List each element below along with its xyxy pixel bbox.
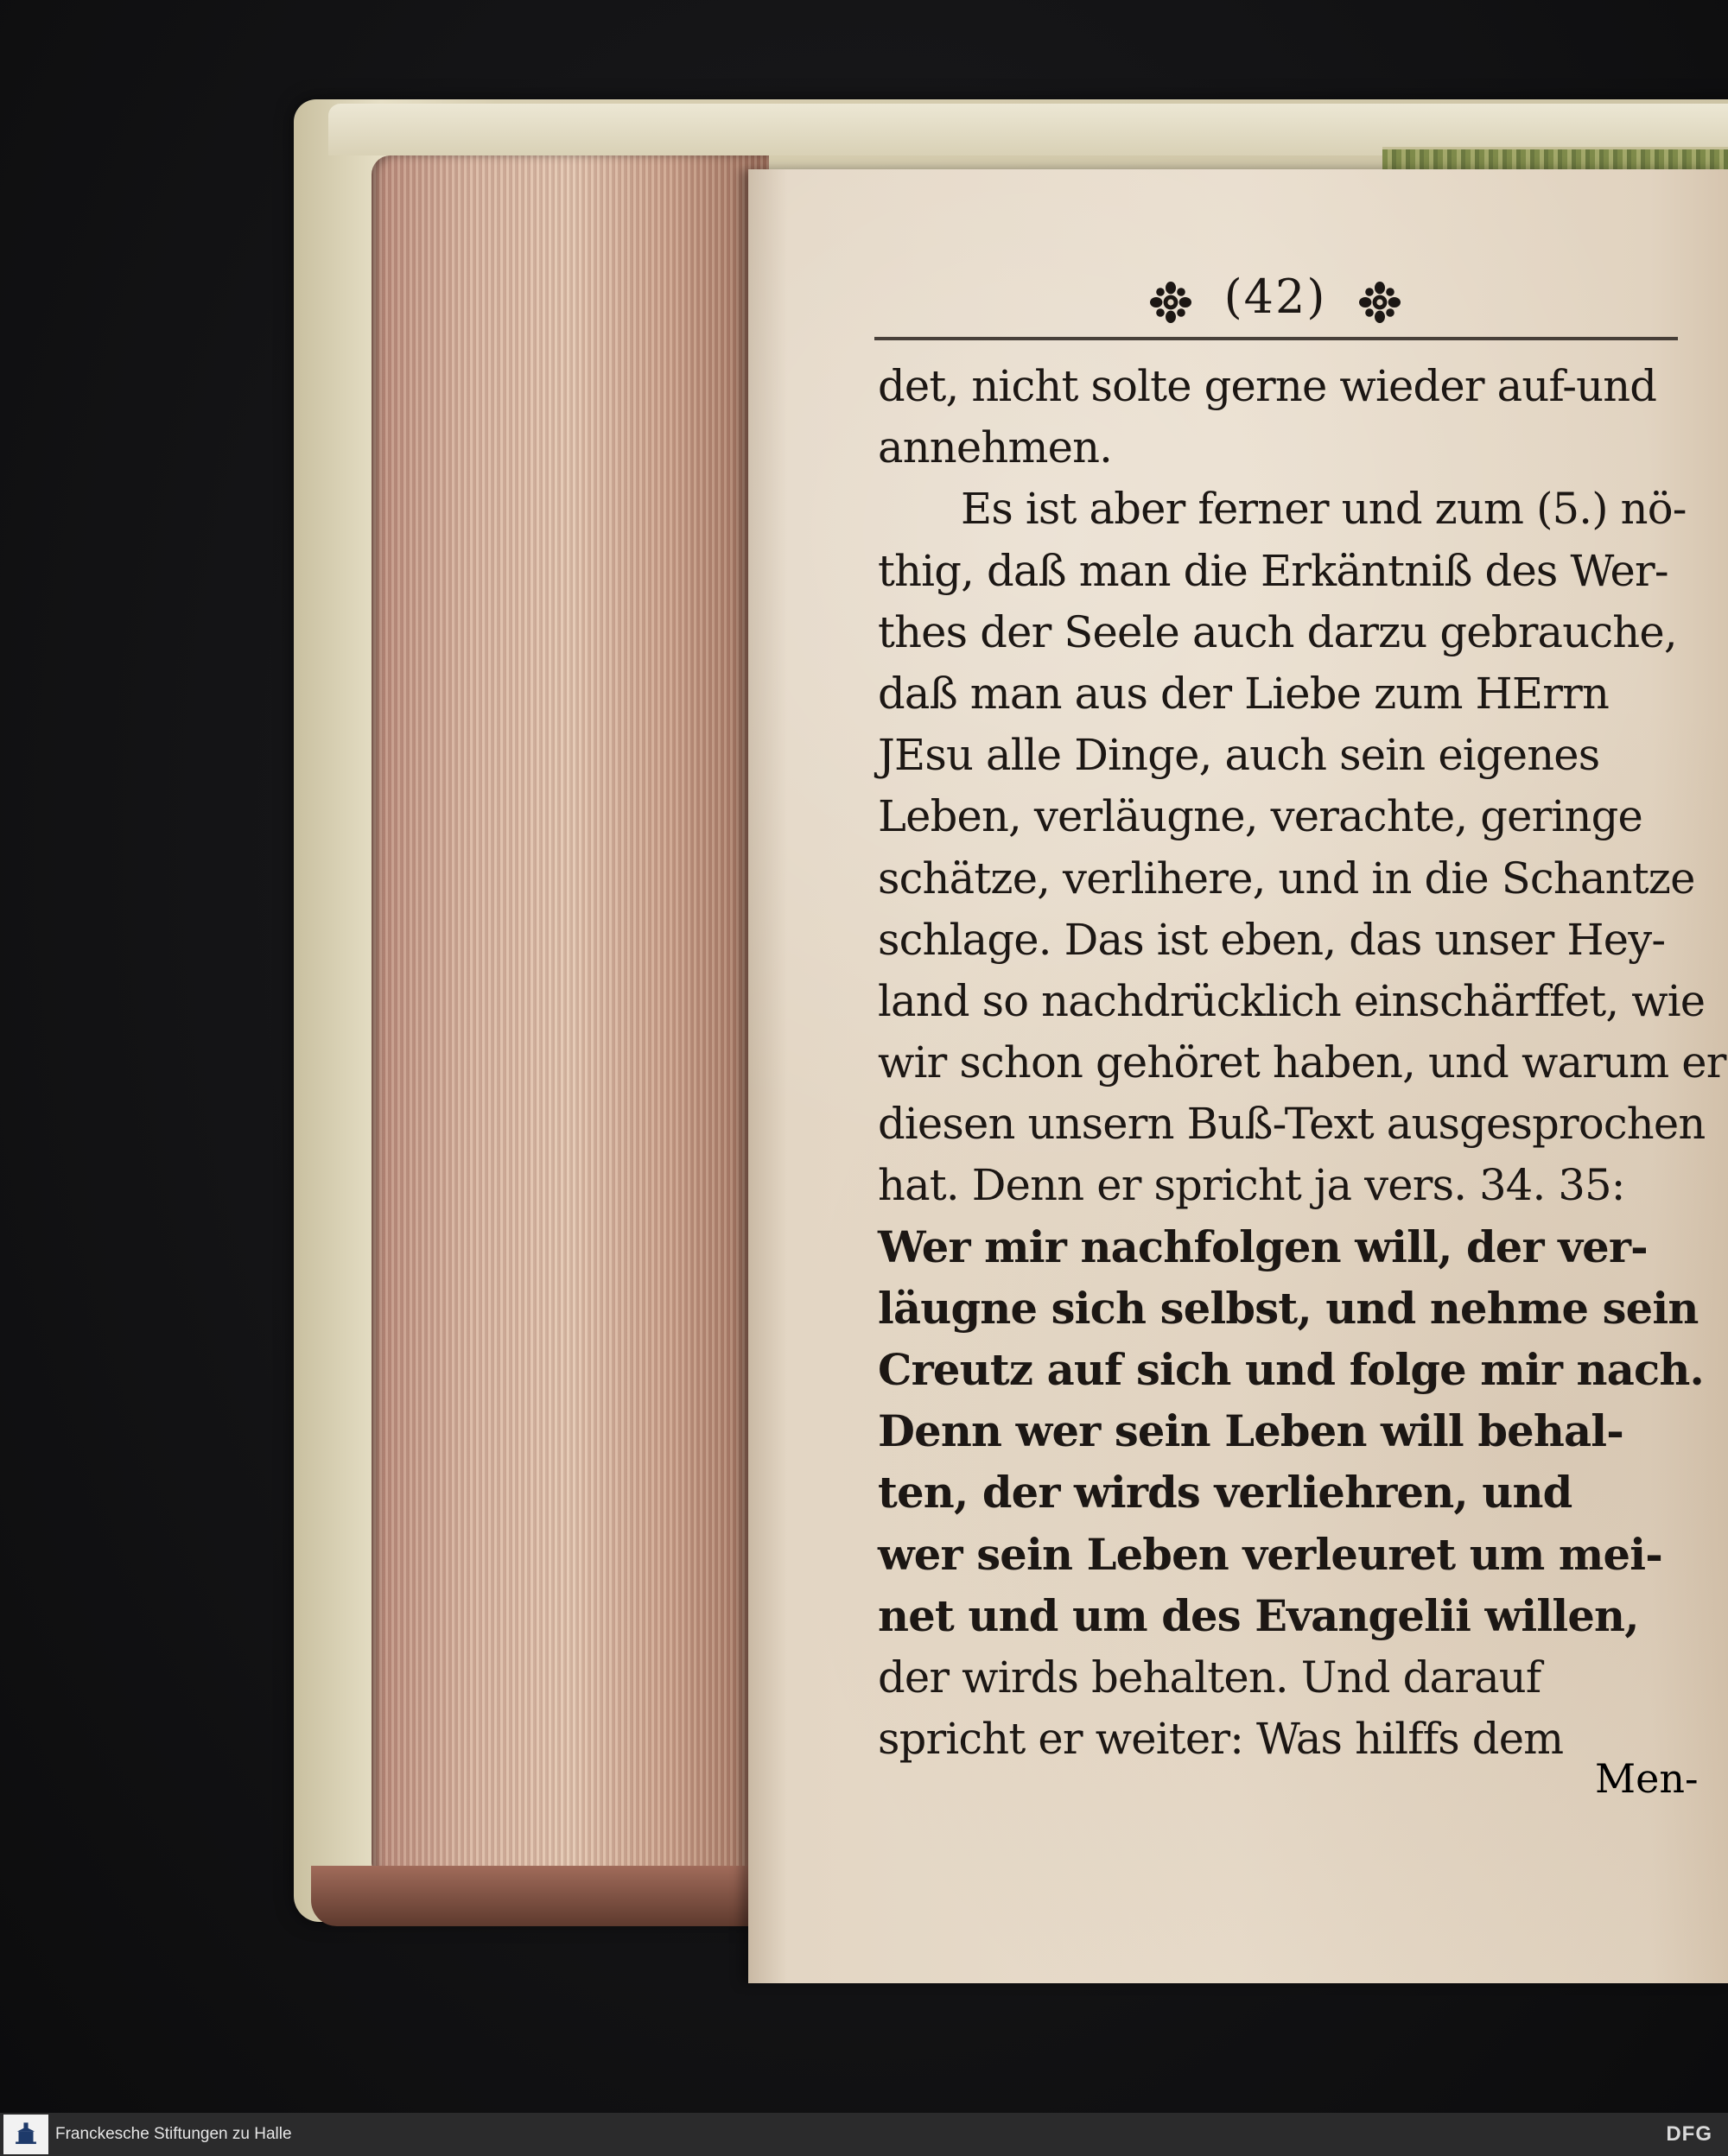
text-line: det, nicht solte gerne wieder auf-und [878, 361, 1657, 411]
text-line: ten, der wirds verliehren, und [878, 1468, 1572, 1519]
text-line: Es ist aber ferner und zum (5.) nö- [961, 484, 1687, 535]
footer-bar [0, 2113, 1728, 2156]
funder-logo: DFG [1666, 2122, 1712, 2146]
page-header [878, 263, 1673, 325]
text-line: läugne sich selbst, und nehme sein [878, 1283, 1699, 1334]
text-line: Denn wer sein Leben will behal- [878, 1406, 1624, 1457]
book-page [748, 169, 1728, 1983]
text-line: net und um des Evangelii willen, [878, 1590, 1639, 1641]
text-line: wir schon gehöret haben, und warum er [878, 1037, 1726, 1088]
catchword: Men- [1595, 1755, 1699, 1802]
body-text [878, 356, 1726, 1770]
page-text-block [878, 263, 1726, 1770]
institution-logo-icon [3, 2115, 48, 2154]
text-line: spricht er weiter: Was hilffs dem [878, 1714, 1564, 1765]
text-line: Leben, verläugne, verachte, geringe [878, 791, 1642, 842]
text-line: Creutz auf sich und folge mir nach. [878, 1345, 1704, 1395]
page-number: (42) [1223, 270, 1327, 324]
text-line: daß man aus der Liebe zum HErrn [878, 668, 1610, 719]
text-line: land so nachdrücklich einschärffet, wie [878, 975, 1706, 1026]
text-line: schlage. Das ist eben, das unser Hey- [878, 914, 1666, 965]
page-edges [372, 155, 769, 1883]
header-rule [874, 337, 1678, 340]
text-line: Wer mir nachfolgen will, der ver- [878, 1221, 1648, 1272]
institution-name: Franckesche Stiftungen zu Halle [55, 2125, 292, 2143]
text-line: thes der Seele auch darzu gebrauche, [878, 606, 1677, 657]
flower-ornament-icon [1150, 276, 1191, 318]
text-line: hat. Denn er spricht ja vers. 34. 35: [878, 1160, 1625, 1211]
text-line: wer sein Leben verleuret um mei- [878, 1529, 1662, 1580]
page-edges-bottom [311, 1866, 760, 1926]
text-line: annehmen. [878, 422, 1113, 473]
text-line: schätze, verlihere, und in die Schantze [878, 853, 1695, 904]
text-line: diesen unsern Buß-Text ausgesprochen [878, 1099, 1706, 1150]
flower-ornament-icon [1359, 276, 1401, 318]
text-line: der wirds behalten. Und darauf [878, 1652, 1541, 1703]
text-line: JEsu alle Dinge, auch sein eigenes [878, 730, 1600, 781]
text-line: thig, daß man die Erkäntniß des Wer- [878, 545, 1668, 596]
